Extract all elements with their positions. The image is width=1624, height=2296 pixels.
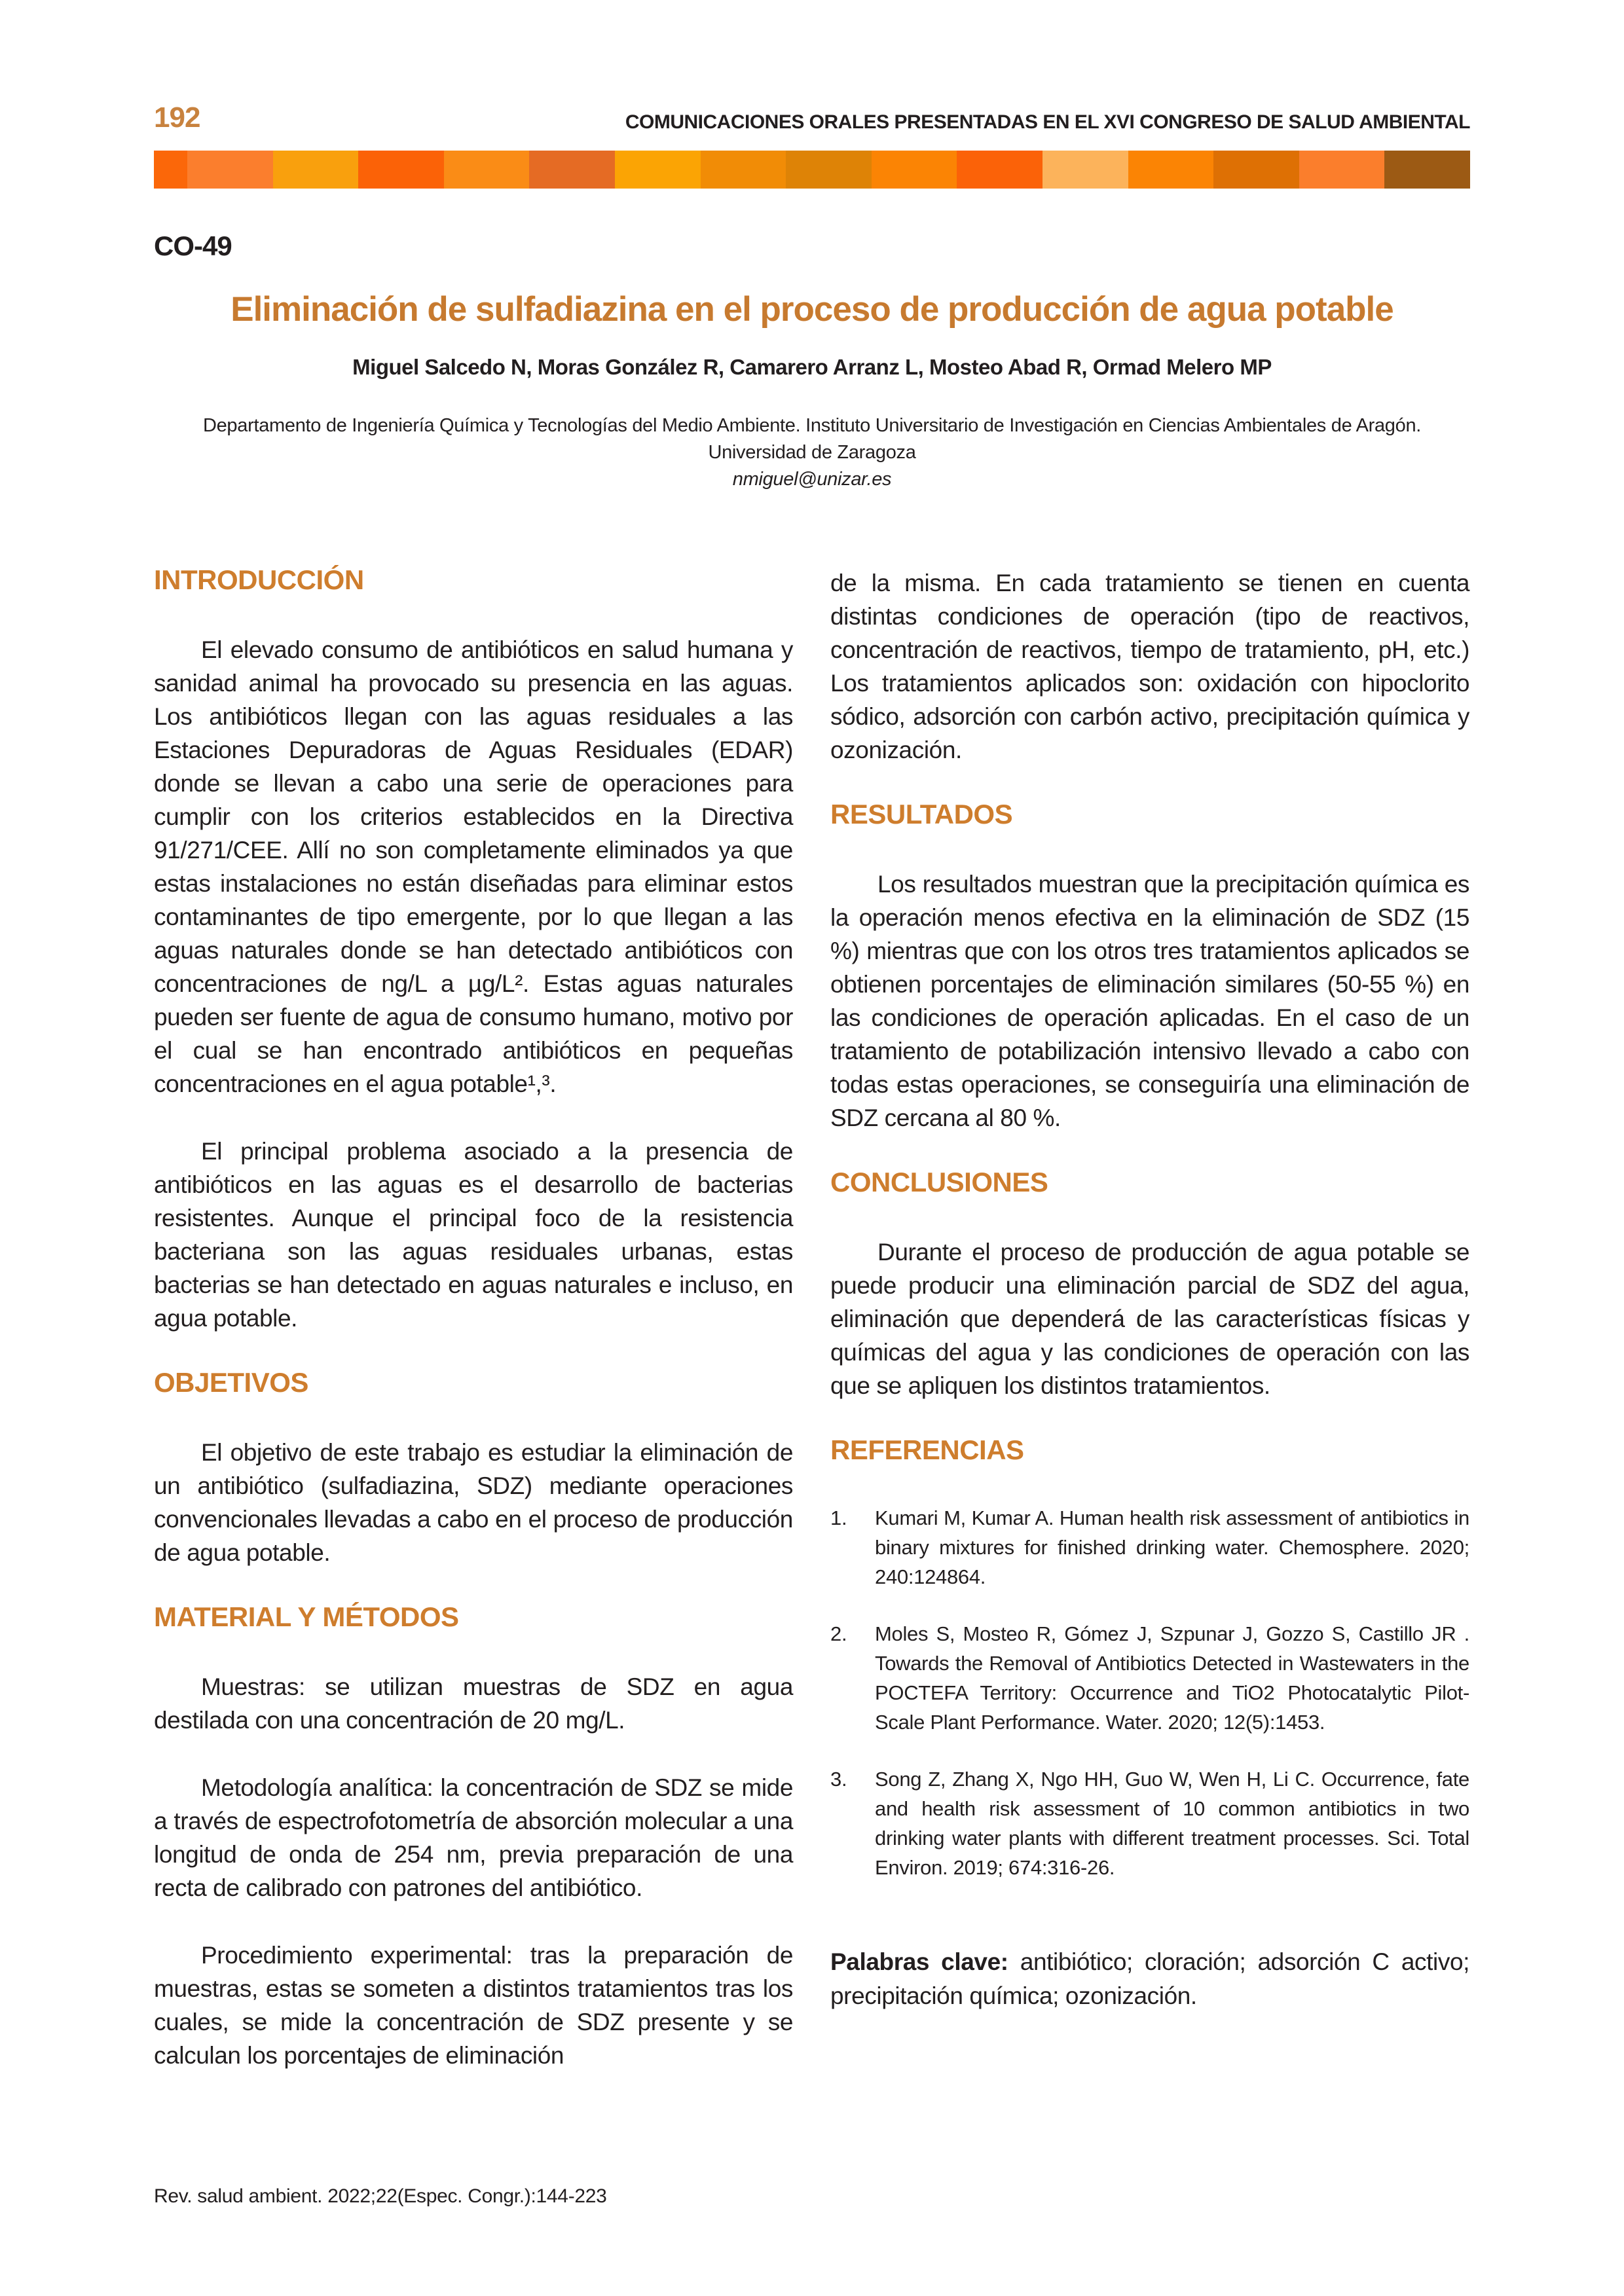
- introduccion-paragraph-2: El principal problema asociado a la presencia de antibióticos en las aguas es el desarrollo de bacterias resistentes. Aunque el principal foco de la resistencia bacteriana son las aguas residuales urbanas, estas bacterias se han detectado en aguas naturales e incluso, en agua potable.: [154, 1138, 793, 1332]
- reference-text: Moles S, Mosteo R, Gómez J, Szpunar J, Gozzo S, Castillo JR . Towards the Removal of Antibiotics Detected in Wastewaters in the POCTEFA Territory: Occurrence and TiO2 Photocatalytic Pilot-Scale Plant Performance. Water. 2020; 12(5):1453.: [875, 1622, 1469, 1734]
- color-bar-segment: [872, 151, 957, 189]
- color-bar-segment: [957, 151, 1043, 189]
- color-bar-segment: [444, 151, 530, 189]
- reference-text: Kumari M, Kumar A. Human health risk assessment of antibiotics in binary mixtures for finished drinking water. Chemosphere. 2020; 240:124864.: [875, 1506, 1469, 1589]
- color-bar-segment: [1299, 151, 1385, 189]
- reference-item: [830, 1764, 1469, 1882]
- color-bar-segment: [1043, 151, 1128, 189]
- running-header: [154, 103, 1470, 132]
- material-paragraph-procedimiento: Procedimiento experimental: tras la preparación de muestras, estas se someten a distintos tratamientos tras los cuales, se mide la concentración de SDZ presente y se calculan los porcentajes de eliminación: [154, 1942, 793, 2069]
- keywords-paragraph: [830, 1945, 1469, 2013]
- section-heading-referencias: REFERENCIAS: [830, 1434, 1024, 1466]
- article-title: Eliminación de sulfadiazina en el proceso de producción de agua potable: [231, 290, 1393, 329]
- color-bar-segment: [154, 151, 187, 189]
- reference-item: [830, 1619, 1469, 1737]
- section-heading-introduccion: INTRODUCCIÓN: [154, 564, 364, 596]
- running-header-title: COMUNICACIONES ORALES PRESENTADAS EN EL XVI CONGRESO DE SALUD AMBIENTAL: [625, 111, 1470, 133]
- reference-number: 1.: [830, 1506, 847, 1530]
- color-bar-segment: [786, 151, 872, 189]
- introduccion-paragraph-1: El elevado consumo de antibióticos en salud humana y sanidad animal ha provocado su presencia en las aguas. Los antibióticos llegan con las aguas residuales a las Estaciones Depuradoras de Aguas Residuales (EDAR) donde se llevan a cabo una serie de operaciones para cumplir con los criterios establecidos en la Directiva 91/271/CEE. Allí no son completamente eliminados ya que estas instalaciones no están diseñadas para eliminar estos contaminantes de tipo emergente, por lo que llegan a las aguas naturales donde se han detectado antibióticos con concentraciones de ng/L a µg/L². Estas aguas naturales pueden ser fuente de agua de consumo humano, motivo por el cual se han encontrado antibióticos en pequeñas concentraciones en el agua potable¹,³.: [154, 636, 793, 1098]
- color-bar-segment: [273, 151, 359, 189]
- article-code: CO-49: [154, 230, 232, 261]
- objetivos-paragraph: El objetivo de este trabajo es estudiar la eliminación de un antibiótico (sulfadiazina, SDZ) mediante operaciones convencionales llevadas a cabo en el proceso de producción de agua potable.: [154, 1439, 793, 1567]
- color-bar-segment: [358, 151, 444, 189]
- procedimiento-continuation-paragraph: de la misma. En cada tratamiento se tienen en cuenta distintas condiciones de operación (tipo de reactivos, concentración de reactivos, tiempo de tratamiento, pH, etc.) Los tratamientos aplicados son: oxidación con hipoclorito sódico, adsorción con carbón activo, precipitación química y ozonización.: [830, 570, 1469, 764]
- color-bar-segment: [615, 151, 701, 189]
- reference-item: [830, 1503, 1469, 1592]
- resultados-paragraph: Los resultados muestran que la precipitación química es la operación menos efectiva en la eliminación de SDZ (15 %) mientras que con los otros tres tratamientos aplicados se obtienen porcentajes de eliminación similares (50-55 %) en las condiciones de operación aplicadas. En el caso de un tratamiento de potabilización intensivo llevado a cabo con todas estas operaciones, se conseguiría una eliminación de SDZ cercana al 80 %.: [830, 871, 1469, 1132]
- right-column: [830, 566, 1469, 2013]
- section-heading-resultados: RESULTADOS: [830, 799, 1013, 830]
- section-heading-objetivos: OBJETIVOS: [154, 1367, 308, 1398]
- material-paragraph-muestras: Muestras: se utilizan muestras de SDZ en agua destilada con una concentración de 20 mg/L.: [154, 1673, 793, 1734]
- keywords-label: Palabras clave:: [830, 1948, 1008, 1976]
- color-bar-segment: [1128, 151, 1214, 189]
- color-bar-segment: [701, 151, 786, 189]
- decorative-color-bar: [154, 151, 1470, 189]
- material-paragraph-metodologia: Metodología analítica: la concentración de SDZ se mide a través de espectrofotometría de absorción molecular a una longitud de onda de 254 nm, previa preparación de una recta de calibrado con patrones del antibiótico.: [154, 1774, 793, 1902]
- body-columns: [154, 566, 1470, 2106]
- authors-line: Miguel Salcedo N, Moras González R, Camarero Arranz L, Mosteo Abad R, Ormad Melero MP: [352, 355, 1272, 380]
- page-number: 192: [154, 101, 200, 134]
- conclusiones-paragraph: Durante el proceso de producción de agua potable se puede producir una eliminación parcial de SDZ del agua, eliminación que dependerá de las características físicas y químicas del agua y las condiciones de operación con las que se apliquen los distintos tratamientos.: [830, 1239, 1469, 1400]
- reference-number: 3.: [830, 1768, 847, 1791]
- reference-text: Song Z, Zhang X, Ngo HH, Guo W, Wen H, Li C. Occurrence, fate and health risk assessment of 10 common antibiotics in two drinking water plants with different treatment processes. Sci. Total Environ. 2019; 674:316-26.: [875, 1768, 1469, 1880]
- reference-number: 2.: [830, 1622, 847, 1646]
- journal-footer: Rev. salud ambient. 2022;22(Espec. Congr.):144-223: [154, 2185, 607, 2207]
- color-bar-segment: [529, 151, 615, 189]
- left-column: [154, 566, 793, 2106]
- section-heading-material-y-metodos: MATERIAL Y MÉTODOS: [154, 1601, 459, 1633]
- email-address: nmiguel@unizar.es: [732, 469, 892, 490]
- color-bar-segment: [1384, 151, 1470, 189]
- keywords-text: antibiótico; cloración; adsorción C activo; precipitación química; ozonización.: [830, 1948, 1469, 2010]
- color-bar-segment: [187, 151, 273, 189]
- affiliation: Departamento de Ingeniería Química y Tecnologías del Medio Ambiente. Instituto Universitario de Investigación en Ciencias Ambientales de Aragón. Universidad de Zaragoza: [202, 415, 1422, 464]
- color-bar-segment: [1213, 151, 1299, 189]
- section-heading-conclusiones: CONCLUSIONES: [830, 1167, 1048, 1198]
